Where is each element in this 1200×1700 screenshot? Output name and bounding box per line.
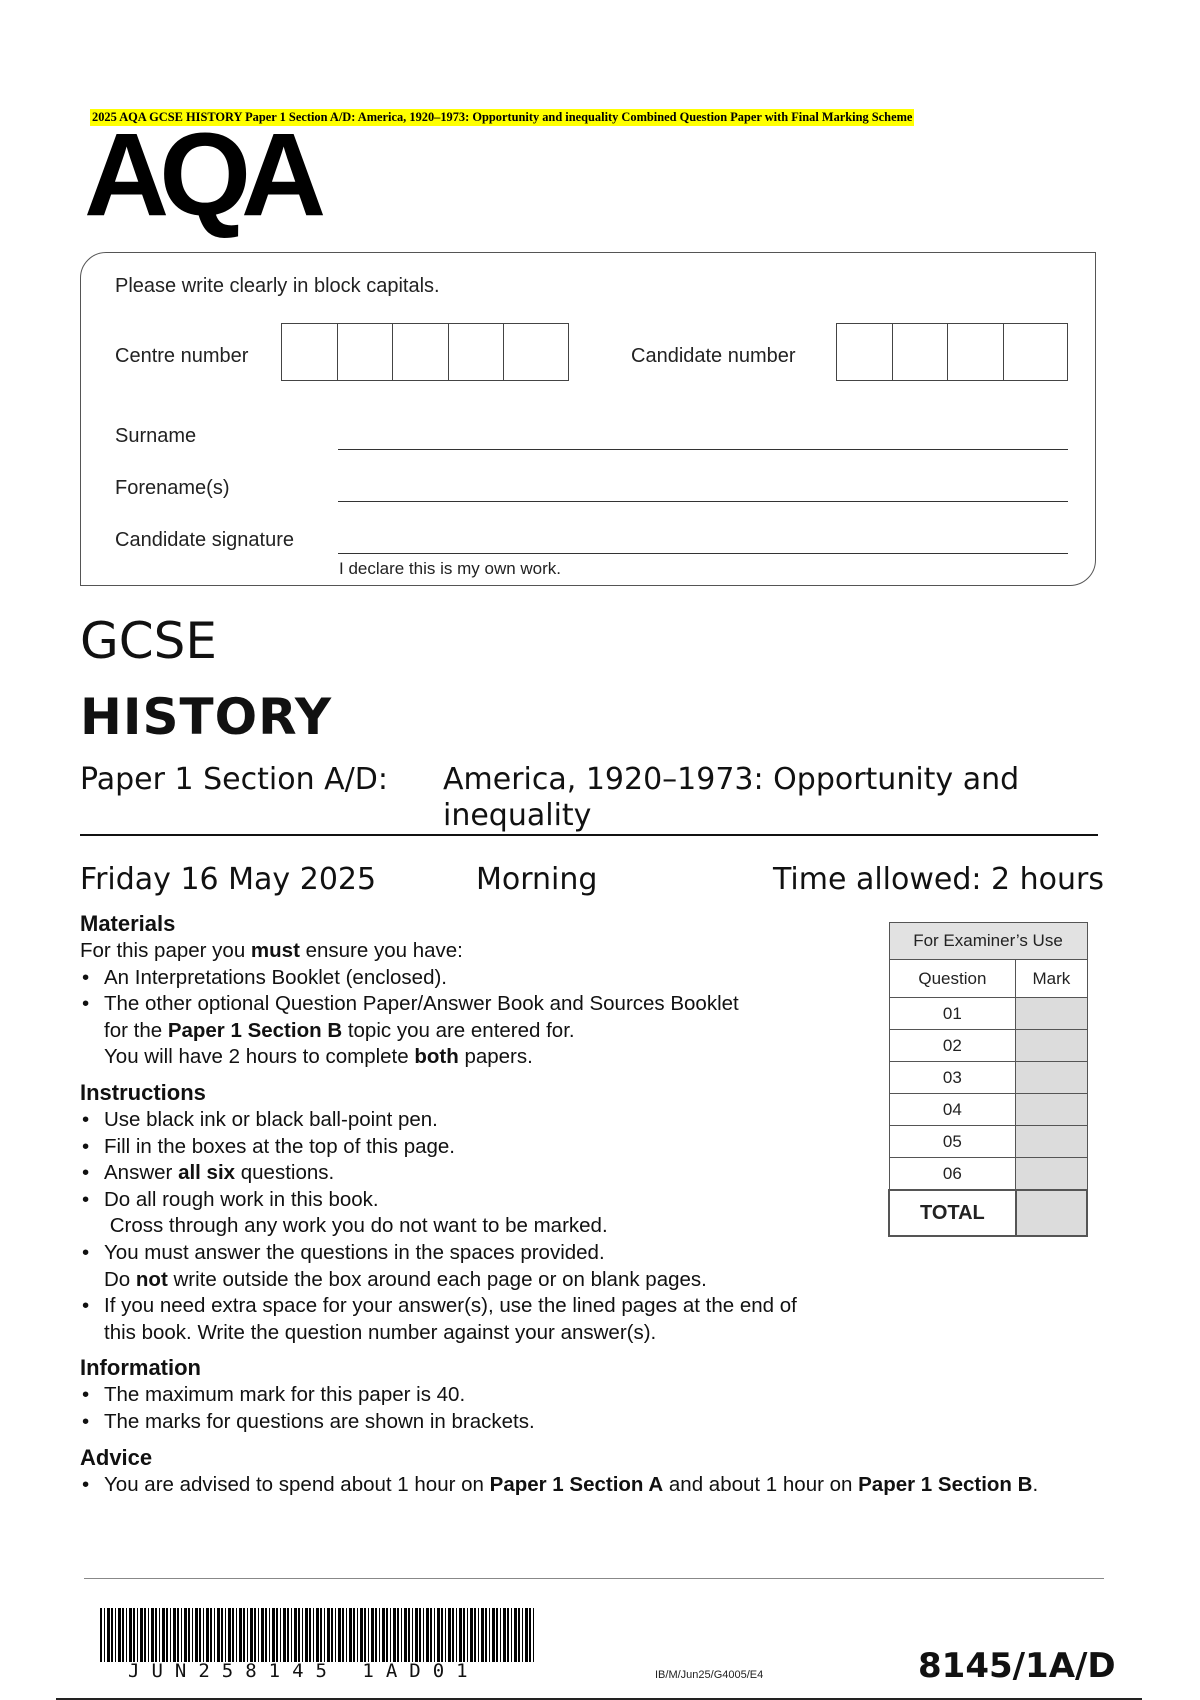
signature-field[interactable] — [338, 553, 1068, 554]
instructions-heading: Instructions — [80, 1079, 206, 1105]
examiner-use-table — [888, 922, 1088, 1237]
question-column-header: Question — [889, 960, 1016, 998]
list-item: • If you need extra space for your answer(s), use the lined pages at the end of this book. Write the question number against your answer(s). — [80, 1293, 1130, 1346]
mark-cell — [1016, 1030, 1087, 1062]
list-item: • You must answer the questions in the spaces provided. Do not write outside the box around each page or on blank pages. — [80, 1240, 1130, 1293]
candidate-number-field[interactable] — [836, 323, 1068, 381]
mark-cell — [1016, 1126, 1087, 1158]
materials-heading: Materials — [80, 911, 176, 936]
total-mark-cell — [1016, 1190, 1087, 1236]
list-item: • The marks for questions are shown in brackets. — [80, 1409, 1130, 1436]
subject-title: HISTORY — [80, 688, 333, 746]
advice-list — [80, 1472, 1130, 1499]
question-number: 02 — [889, 1030, 1016, 1062]
forenames-label: Forename(s) — [115, 477, 230, 499]
question-number: 06 — [889, 1158, 1016, 1191]
question-number: 04 — [889, 1094, 1016, 1126]
mark-cell — [1016, 1158, 1087, 1191]
information-list — [80, 1382, 1130, 1435]
mark-column-header: Mark — [1016, 960, 1087, 998]
paper-label: Paper 1 Section A/D: — [80, 762, 388, 797]
forenames-field[interactable] — [338, 501, 1068, 502]
paper-code: 8145/1A/D — [918, 1646, 1116, 1686]
materials-intro: For this paper you must ensure you have: — [80, 939, 463, 962]
list-item: • The maximum mark for this paper is 40. — [80, 1382, 1130, 1409]
barcode-image — [100, 1608, 536, 1662]
barcode-text: JUN258145 1AD01 — [128, 1660, 480, 1682]
candidate-signature-label: Candidate signature — [115, 529, 295, 551]
list-item: • Answer all six questions. — [80, 1160, 1130, 1187]
list-item: • The other optional Question Paper/Answer Book and Sources Booklet for the Paper 1 Section B topic you are entered for. You will have 2 hours to complete both papers. — [80, 991, 1130, 1071]
candidate-details-box — [80, 252, 1096, 586]
list-item: • Do all rough work in this book. Cross through any work you do not want to be marked. — [80, 1187, 1130, 1240]
centre-number-field[interactable] — [281, 323, 569, 381]
candidate-number-label: Candidate number — [631, 345, 796, 367]
question-number: 03 — [889, 1062, 1016, 1094]
advice-heading: Advice — [80, 1444, 153, 1470]
aqa-logo: AQA — [84, 109, 317, 241]
list-item: • You are advised to spend about 1 hour on Paper 1 Section A and about 1 hour on Paper 1 Section B. — [80, 1472, 1130, 1499]
list-item: • An Interpretations Booklet (enclosed). — [80, 965, 1130, 992]
information-heading: Information — [80, 1355, 201, 1381]
mark-cell — [1016, 1094, 1087, 1126]
block-capitals-instruction: Please write clearly in block capitals. — [115, 275, 440, 297]
list-item: • Use black ink or black ball-point pen. — [80, 1107, 1130, 1134]
footer-divider — [84, 1578, 1104, 1579]
question-number: 01 — [889, 998, 1016, 1030]
declaration-text: I declare this is my own work. — [339, 559, 562, 578]
centre-number-label: Centre number — [115, 345, 249, 367]
document-reference: IB/M/Jun25/G4005/E4 — [655, 1669, 764, 1681]
surname-field[interactable] — [338, 449, 1068, 450]
paper-topic-title: America, 1920–1973: Opportunity and inequality — [443, 762, 1020, 833]
list-item: • Fill in the boxes at the top of this page. — [80, 1134, 1130, 1161]
qualification-title: GCSE — [80, 612, 217, 670]
question-number: 05 — [889, 1126, 1016, 1158]
total-label: TOTAL — [889, 1190, 1016, 1236]
exam-session: Morning — [476, 862, 598, 897]
surname-label: Surname — [115, 425, 197, 447]
mark-cell — [1016, 998, 1087, 1030]
document-title-banner: 2025 AQA GCSE HISTORY Paper 1 Section A/D: America, 1920–1973: Opportunity and inequality Combined Question Paper with Final Marking Scheme — [92, 110, 913, 124]
exam-date: Friday 16 May 2025 — [80, 862, 377, 897]
title-divider — [80, 834, 1098, 836]
time-allowed: Time allowed: 2 hours — [773, 862, 1105, 897]
mark-cell — [1016, 1062, 1087, 1094]
examiner-table-title: For Examiner’s Use — [889, 923, 1087, 960]
